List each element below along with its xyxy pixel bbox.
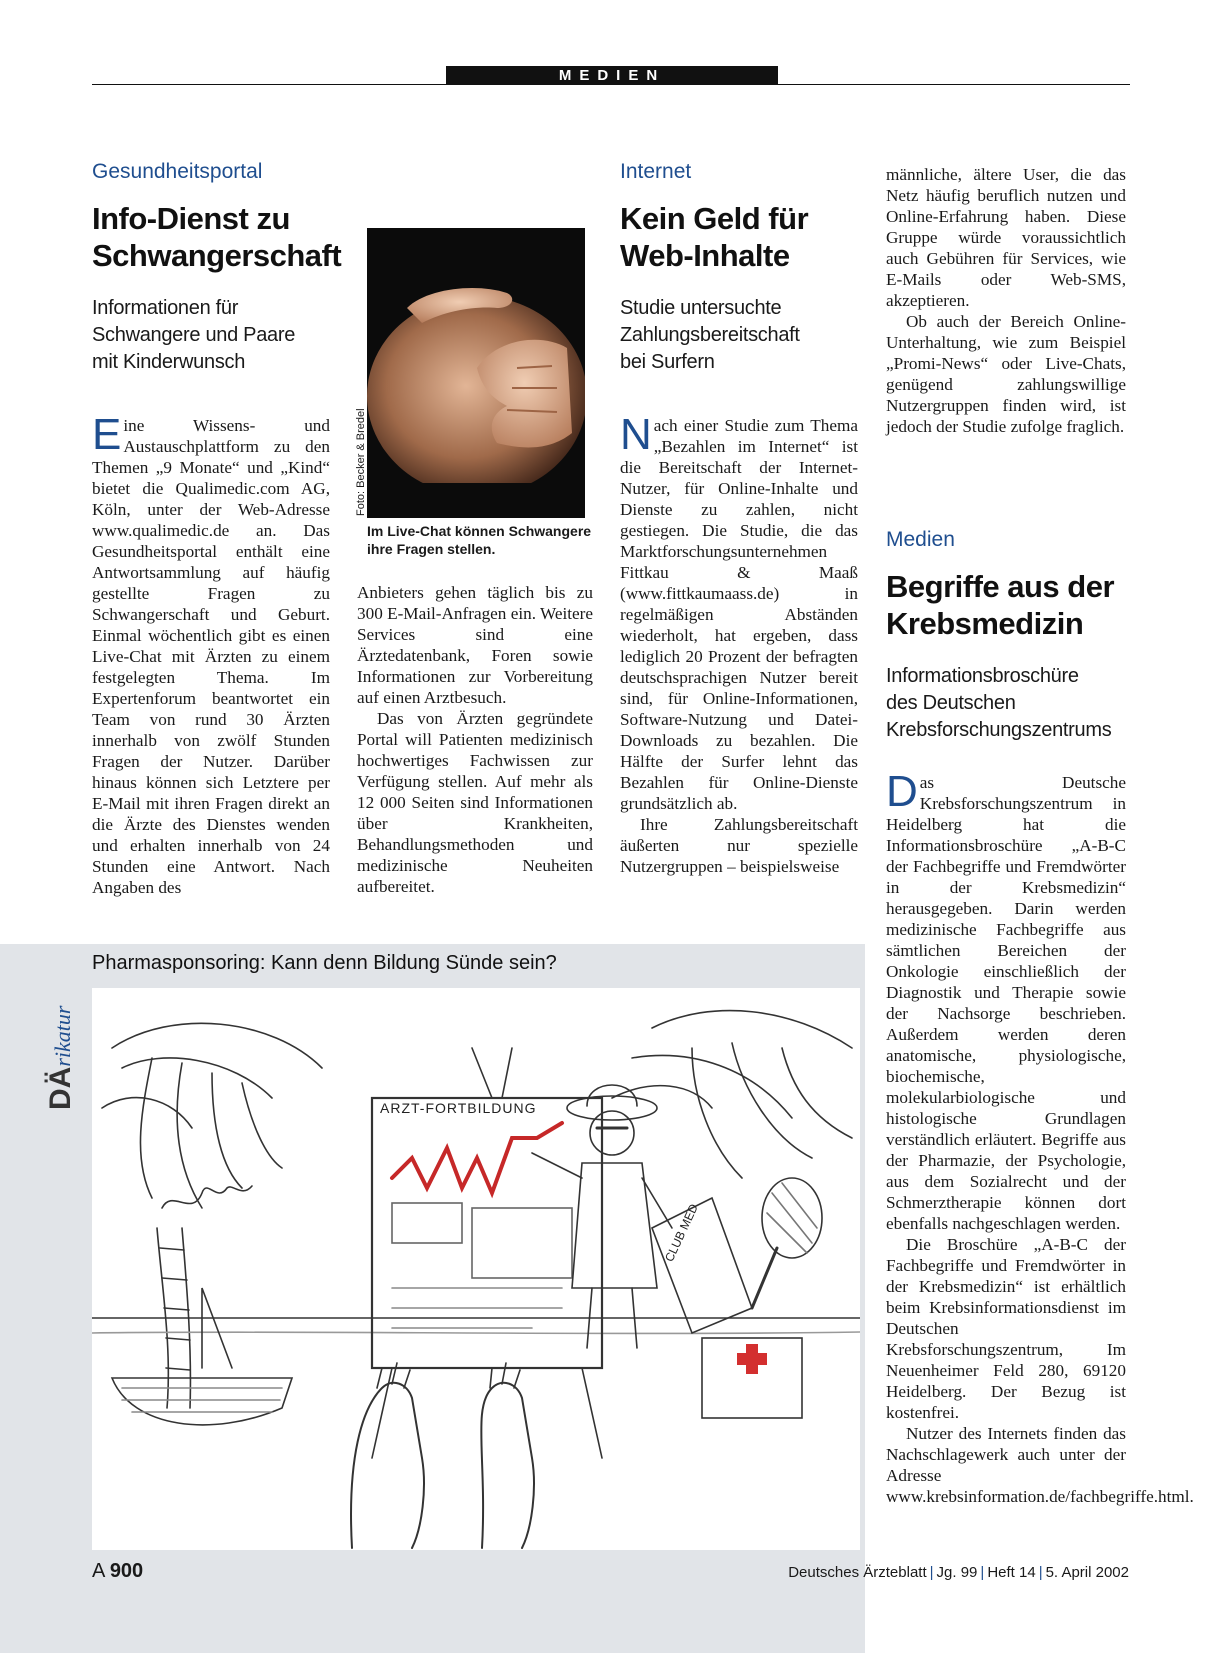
article1-title-line1: Info-Dienst zu bbox=[92, 201, 290, 236]
article2-kicker: Internet bbox=[620, 160, 692, 183]
article2-col3-paragraph2: Ihre Zahlungsbereitschaft äußerten nur spezielle Nutzergruppen – beispielsweise bbox=[620, 815, 858, 876]
article2-title bbox=[620, 200, 808, 274]
cartoon-title: Pharmasponsoring: Kann denn Bildung Sünde sein? bbox=[92, 952, 557, 974]
article1-column2 bbox=[357, 582, 593, 897]
article2-subtitle-line1: Studie untersuchte bbox=[620, 297, 782, 319]
article2-title-line1: Kein Geld für bbox=[620, 201, 809, 236]
journal-date: 5. April 2002 bbox=[1045, 1564, 1129, 1581]
board-label: ARZT-FORTBILDUNG bbox=[380, 1100, 537, 1116]
page-number-value: 900 bbox=[109, 1560, 144, 1582]
article3-subtitle-line3: Krebsforschungszentrums bbox=[886, 719, 1112, 741]
article1-title bbox=[92, 200, 341, 274]
article1-col2-paragraph2: Das von Ärzten gegründete Portal will Patienten medizinisch hochwertiges Fachwissen zur Verfügung stellen. Auf mehr als 12 000 Seiten sind Informationen über Krankheiten, Behandlungsmethoden und medizinische Neuheiten aufbereitet. bbox=[357, 709, 593, 896]
article3-subtitle-line2: des Deutschen bbox=[886, 692, 1016, 714]
article1-col2-paragraph1: Anbieters gehen täglich bis zu 300 E-Mail-Anfragen ein. Weitere Services sind eine Ärztedatenbank, Foren sowie Informationen zur Vorbereitung auf einen Arztbesuch. bbox=[357, 583, 593, 707]
cartoon-drawing bbox=[92, 988, 860, 1550]
article1-dropcap: E bbox=[92, 410, 122, 459]
article2-column4 bbox=[886, 164, 1126, 437]
article2-subtitle-line3: bei Surfern bbox=[620, 351, 715, 373]
article2-col3-paragraph1: ach einer Studie zum Thema „Bezahlen im Internet“ ist die Bereitschaft der Internet-Nutzer, für Online-Inhalte und Dienste zu zahlen, nicht gestiegen. Die Studie, die das Marktforschungsunternehmen Fittkau & Maaß (www.fittkaumaass.de) in regelmäßigen Abständen wiederholt, hat ergeben, dass lediglich 20 Prozent der befragten deutschsprachigen Nutzer bereit sind, für Online-Informationen, Software-Nutzung und Datei-Downloads zu bezahlen. Die Hälfte der Surfer lehnt das Bezahlen für Online-Dienste grundsätzlich ab. bbox=[620, 416, 858, 813]
photo-credit: Foto: Becker & Bredel bbox=[355, 408, 367, 516]
article1-subtitle-line3: mit Kinderwunsch bbox=[92, 351, 246, 373]
article3-title-line2: Krebsmedizin bbox=[886, 606, 1084, 641]
article3-paragraph3: Nutzer des Internets finden das Nachschlagewerk auch unter der Adresse www.krebsinformation.de/fachbegriffe.html. bbox=[886, 1424, 1194, 1506]
article1-column1 bbox=[92, 410, 330, 898]
article2-subtitle-line2: Zahlungsbereitschaft bbox=[620, 324, 800, 346]
article1-title-line2: Schwangerschaft bbox=[92, 238, 342, 273]
article3-dropcap: D bbox=[886, 767, 918, 816]
page-prefix: A bbox=[92, 1560, 105, 1582]
article1-subtitle-line1: Informationen für bbox=[92, 297, 239, 319]
photo-caption-line1: Im Live-Chat können Schwangere bbox=[367, 523, 592, 539]
journal-name: Deutsches Ärzteblatt bbox=[788, 1564, 927, 1581]
article3-subtitle-line1: Informationsbroschüre bbox=[886, 665, 1079, 687]
article3-kicker: Medien bbox=[886, 528, 955, 551]
article2-col4-paragraph2: Ob auch der Bereich Online-Unterhaltung, wie zum Beispiel „Promi-News“ oder Live-Chats, genügend zahlungswillige Nutzergruppen finden wird, ist jedoch der Studie zufolge fraglich. bbox=[886, 312, 1126, 436]
logo-rest: rikatur bbox=[50, 1005, 75, 1067]
page-number bbox=[92, 1560, 143, 1583]
article3-title bbox=[886, 568, 1114, 642]
section-label: MEDIEN bbox=[446, 66, 778, 85]
photo-caption bbox=[367, 522, 591, 558]
journal-issue: Heft 14 bbox=[987, 1564, 1036, 1581]
article2-dropcap: N bbox=[620, 410, 652, 459]
article1-subtitle-line2: Schwangere und Paare bbox=[92, 324, 296, 346]
article1-subtitle bbox=[92, 295, 295, 376]
article1-kicker: Gesundheitsportal bbox=[92, 160, 263, 183]
article3-paragraph1: as Deutsche Krebsforschungszentrum in Heidelberg hat die Informationsbroschüre „A-B-C der Fachbegriffe und Fremdwörter in der Krebsmedizin“ herausgegeben. Darin werden medizinische Fachbegriffe aus sämtlichen Bereichen der Onkologie einschließlich der Diagnostik und Therapie sowie der Nachsorge beschrieben. Außerdem werden deren anatomische, physiologische, biochemische, molekularbiologische und histologische Grundlagen verständlich erläutert. Begriffe aus der Pharmazie, der Psychologie, aus dem Sozialrecht und der Schmerztherapie können dort ebenfalls nachgeschlagen werden. bbox=[886, 773, 1126, 1233]
article2-col4-paragraph1: männliche, ältere User, die das Netz häufig beruflich nutzen und Online-Erfahrung haben. Diese Gruppe würde voraussichtlich auch Gebühren für Services, wie E-Mails oder Web-SMS, akzeptieren. bbox=[886, 165, 1126, 310]
article2-column3 bbox=[620, 410, 858, 877]
photo-caption-line2: ihre Fragen stellen. bbox=[367, 541, 496, 557]
journal-volume: Jg. 99 bbox=[936, 1564, 978, 1581]
article3-paragraph2: Die Broschüre „A-B-C der Fachbegriffe und Fremdwörter in der Krebsmedizin“ ist erhältlich beim Krebsinformationsdienst im Deutschen Krebsforschungszentrum, Im Neuenheimer Feld 280, 69120 Heidelberg. Der Bezug ist kostenfrei. bbox=[886, 1235, 1126, 1422]
article3-title-line1: Begriffe aus der bbox=[886, 569, 1115, 604]
article3-column bbox=[886, 767, 1194, 1507]
article3-subtitle bbox=[886, 663, 1111, 744]
logo-da: DÄ bbox=[44, 1066, 77, 1110]
bag-label: CLUB MED bbox=[662, 1201, 701, 1264]
article1-col1-text: ine Wissens- und Austauschplattform zu den Themen „9 Monate“ und „Kind“ bietet die Qualimedic.com AG, Köln, unter der Web-Adresse www.qualimedic.de an. Das Gesundheitsportal enthält eine Antwortsammlung auf häufig gestellte Fragen zu Schwangerschaft und Geburt. Einmal wöchentlich gibt es einen Live-Chat mit Ärzten zu einem festgelegten Thema. Im Expertenforum beantwortet ein Team von rund 30 Ärzten innerhalb von zwölf Stunden Fragen der Nutzer. Darüber hinaus können sich Letztere per E-Mail mit ihren Fragen direkt an die Ärzte des Dienstes wenden und erhalten innerhalb von 24 Stunden eine Antwort. Nach Angaben des bbox=[92, 416, 330, 897]
article2-subtitle bbox=[620, 295, 800, 376]
darikatur-logo bbox=[44, 1006, 78, 1110]
pregnancy-photo bbox=[367, 228, 585, 518]
article2-title-line2: Web-Inhalte bbox=[620, 238, 790, 273]
journal-info: Deutsches Ärzteblatt | Jg. 99 | Heft 14 | 5. April 2002 bbox=[788, 1564, 1129, 1581]
